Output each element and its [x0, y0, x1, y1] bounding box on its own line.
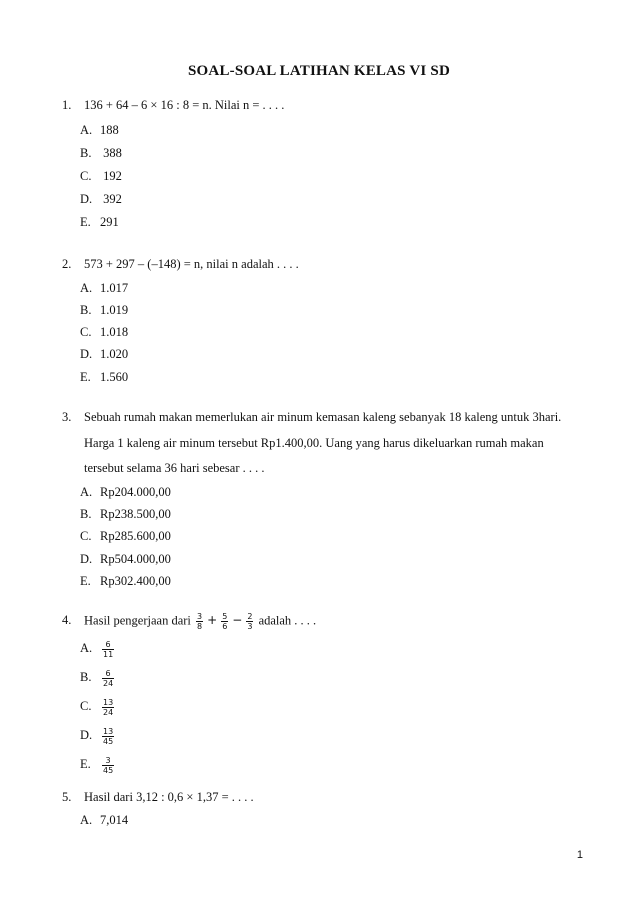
- option-letter: A.: [80, 485, 93, 499]
- numerator: 5: [222, 612, 228, 621]
- option-4a: [80, 640, 116, 659]
- option-letter: E.: [80, 370, 91, 384]
- denominator: 6: [222, 622, 228, 631]
- question-number: 4.: [62, 613, 72, 628]
- page-title: SOAL-SOAL LATIHAN KELAS VI SD: [188, 63, 450, 79]
- option-letter: A.: [80, 123, 93, 137]
- fraction: [196, 612, 203, 631]
- fraction: [102, 756, 114, 775]
- option-4c: [80, 698, 116, 717]
- numerator: 6: [105, 640, 111, 649]
- denominator: 8: [197, 622, 203, 631]
- question-number: 5.: [62, 790, 72, 804]
- option-text: Rp238.500,00: [100, 507, 171, 521]
- option-text: Rp204.000,00: [100, 485, 171, 499]
- option-2d: [80, 347, 128, 362]
- option-text: 392: [100, 192, 122, 206]
- option-1c: [80, 169, 122, 184]
- option-3a: [80, 485, 171, 500]
- question-number: 1.: [62, 98, 72, 112]
- option-2b: [80, 303, 128, 318]
- question-text-prefix: Hasil pengerjaan dari: [84, 613, 191, 628]
- question-number: 2.: [62, 257, 72, 271]
- option-4d: [80, 727, 116, 746]
- option-text: Rp285.600,00: [100, 529, 171, 543]
- numerator: 6: [105, 669, 111, 678]
- option-text: 1.560: [100, 370, 129, 384]
- question-text: 573 + 297 – (–148) = n, nilai n adalah . . . .: [84, 257, 299, 271]
- plus-operator: +: [207, 613, 218, 628]
- option-4e: [80, 756, 116, 775]
- option-2e: [80, 370, 128, 385]
- numerator: 3: [105, 756, 111, 765]
- option-text: 7,014: [100, 813, 129, 827]
- denominator: 24: [103, 708, 114, 717]
- denominator: 11: [103, 650, 114, 659]
- question-5: [62, 790, 254, 805]
- option-letter: D.: [80, 347, 93, 361]
- question-text: Hasil dari 3,12 : 0,6 × 1,37 = . . . .: [84, 790, 254, 804]
- option-letter: E.: [80, 215, 91, 229]
- option-text: 192: [100, 169, 122, 183]
- option-letter: B.: [80, 670, 92, 685]
- option-letter: D.: [80, 192, 93, 206]
- denominator: 45: [103, 766, 114, 775]
- question-1: [62, 98, 284, 113]
- option-2c: [80, 325, 128, 340]
- numerator: 2: [247, 612, 253, 621]
- option-letter: E.: [80, 574, 91, 588]
- option-text: 1.020: [100, 347, 129, 361]
- option-3e: [80, 574, 171, 589]
- option-text: Rp504.000,00: [100, 552, 171, 566]
- question-number: 3.: [62, 410, 72, 424]
- option-text: 291: [100, 215, 119, 229]
- option-3c: [80, 529, 171, 544]
- fraction: [102, 640, 114, 659]
- option-2a: [80, 281, 128, 296]
- option-1d: [80, 192, 122, 207]
- fraction: [102, 669, 114, 688]
- option-3b: [80, 507, 171, 522]
- option-1b: [80, 146, 122, 161]
- option-letter: C.: [80, 325, 92, 339]
- option-5a: [80, 813, 128, 828]
- option-text: Rp302.400,00: [100, 574, 171, 588]
- denominator: 3: [247, 622, 253, 631]
- numerator: 3: [197, 612, 203, 621]
- option-1e: [80, 215, 119, 230]
- option-text: 188: [100, 123, 119, 137]
- fraction: [102, 698, 114, 717]
- question-text: 136 + 64 – 6 × 16 : 8 = n. Nilai n = . . . .: [84, 98, 285, 112]
- question-3: [62, 410, 561, 425]
- denominator: 45: [103, 737, 114, 746]
- option-text: 1.017: [100, 281, 129, 295]
- option-letter: D.: [80, 728, 93, 743]
- question-text-suffix: adalah . . . .: [258, 613, 317, 628]
- option-letter: A.: [80, 281, 93, 295]
- page-number: 1: [576, 849, 583, 861]
- option-letter: C.: [80, 529, 92, 543]
- option-letter: C.: [80, 699, 92, 714]
- numerator: 13: [103, 727, 114, 736]
- question-text-line-2: Harga 1 kaleng air minum tersebut Rp1.400,00. Uang yang harus dikeluarkan rumah makan: [84, 436, 544, 450]
- option-letter: E.: [80, 757, 91, 772]
- option-4b: [80, 669, 116, 688]
- option-text: 1.018: [100, 325, 129, 339]
- option-letter: A.: [80, 813, 93, 827]
- minus-operator: −: [232, 613, 243, 628]
- fraction: [246, 612, 253, 631]
- question-2: [62, 257, 299, 272]
- denominator: 24: [103, 679, 114, 688]
- option-letter: D.: [80, 552, 93, 566]
- question-4: [62, 612, 316, 631]
- option-letter: A.: [80, 641, 93, 656]
- option-text: 1.019: [100, 303, 129, 317]
- option-3d: [80, 552, 171, 567]
- fraction: [221, 612, 228, 631]
- option-text: 388: [100, 146, 122, 160]
- option-1a: [80, 123, 119, 138]
- fraction: [102, 727, 114, 746]
- option-letter: C.: [80, 169, 92, 183]
- question-text-line-1: Sebuah rumah makan memerlukan air minum kemasan kaleng sebanyak 18 kaleng untuk 3hari.: [84, 410, 562, 424]
- question-text-line-3: tersebut selama 36 hari sebesar . . . .: [84, 461, 265, 475]
- numerator: 13: [103, 698, 114, 707]
- option-letter: B.: [80, 507, 92, 521]
- option-letter: B.: [80, 303, 92, 317]
- option-letter: B.: [80, 146, 92, 160]
